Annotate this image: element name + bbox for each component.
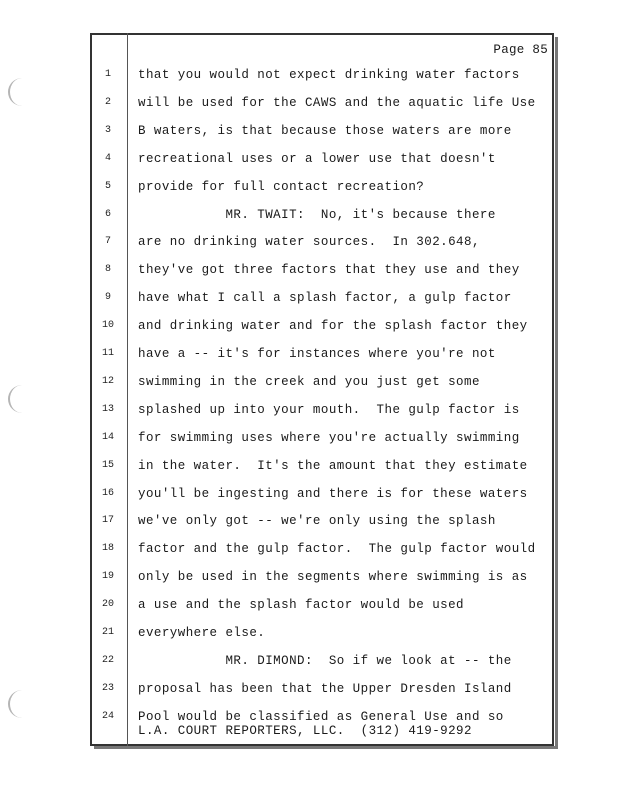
line-number: 23 [101,682,114,694]
line-text: a use and the splash factor would be used [138,598,464,613]
line-number: 2 [104,96,111,108]
line-number: 12 [101,375,114,387]
page-shadow-right [555,37,558,749]
line-text: splashed up into your mouth. The gulp factor is [138,402,520,417]
transcript-line [0,150,560,168]
line-text: MR. TWAIT: No, it's because there [138,207,496,222]
transcript-line [0,206,560,224]
line-number: 20 [101,599,114,611]
line-number: 3 [104,124,111,136]
line-text: and drinking water and for the splash factor they [138,319,528,334]
page-shadow-bottom [94,746,558,749]
transcript-line [0,429,560,447]
line-text: Pool would be classified as General Use and so [138,709,504,724]
transcript-line [0,624,560,642]
line-number: 18 [101,543,114,555]
line-text: MR. DIMOND: So if we look at -- the [138,653,512,668]
footer-reporter: L.A. COURT REPORTERS, LLC. (312) 419-9292 [138,724,472,738]
transcript-line [0,289,560,307]
line-text: only be used in the segments where swimming is as [138,570,528,585]
line-number: 8 [104,264,111,276]
transcript-line [0,512,560,530]
line-text: swimming in the creek and you just get some [138,374,480,389]
line-text: will be used for the CAWS and the aquatic life Use [138,95,536,110]
transcript-line [0,596,560,614]
line-number: 4 [104,152,111,164]
line-number: 5 [104,180,111,192]
line-text: have what I call a splash factor, a gulp factor [138,291,512,306]
line-number: 15 [101,459,114,471]
line-number: 1 [104,69,111,80]
transcript-line [0,122,560,140]
transcript-line [0,485,560,503]
line-text: you'll be ingesting and there is for these waters [138,486,528,501]
transcript-line [0,66,560,84]
line-text: proposal has been that the Upper Dresden Island [138,681,512,696]
transcript-line [0,345,560,363]
line-text: that you would not expect drinking water factors [138,68,520,82]
line-number: 13 [101,403,114,415]
line-text: provide for full contact recreation? [138,179,425,194]
line-text: we've only got -- we're only using the splash [138,514,496,529]
line-number: 6 [104,208,111,220]
transcript-line [0,568,560,586]
transcript-line [0,373,560,391]
transcript-line [0,401,560,419]
line-number: 17 [101,515,114,527]
transcript-line [0,540,560,558]
line-text: have a -- it's for instances where you're not [138,347,496,361]
transcript-line [0,94,560,112]
line-text: for swimming uses where you're actually swimming [138,430,520,445]
line-number: 24 [101,710,114,722]
line-number: 21 [101,627,114,638]
line-text: in the water. It's the amount that they estimate [138,458,528,473]
line-text: B waters, is that because those waters are more [138,123,512,138]
transcript-line [0,261,560,279]
transcript-line [0,178,560,196]
transcript-line [0,457,560,475]
line-number: 11 [101,348,114,359]
line-number: 16 [101,487,114,499]
transcript-line [0,680,560,698]
line-number: 9 [104,292,111,304]
line-text: everywhere else. [138,626,266,640]
line-number: 19 [101,571,114,583]
line-number: 7 [104,236,111,248]
transcript-line [0,652,560,670]
line-text: are no drinking water sources. In 302.648, [138,235,480,250]
line-text: recreational uses or a lower use that doesn't [138,151,496,166]
line-number: 10 [101,320,114,332]
line-number: 22 [101,654,114,666]
line-text: they've got three factors that they use and they [138,263,520,278]
line-text: factor and the gulp factor. The gulp factor would [138,542,536,557]
line-number: 14 [101,431,114,443]
transcript-line [0,708,560,726]
transcript-line [0,233,560,251]
transcript-line [0,317,560,335]
page-number: Page 85 [493,43,548,57]
